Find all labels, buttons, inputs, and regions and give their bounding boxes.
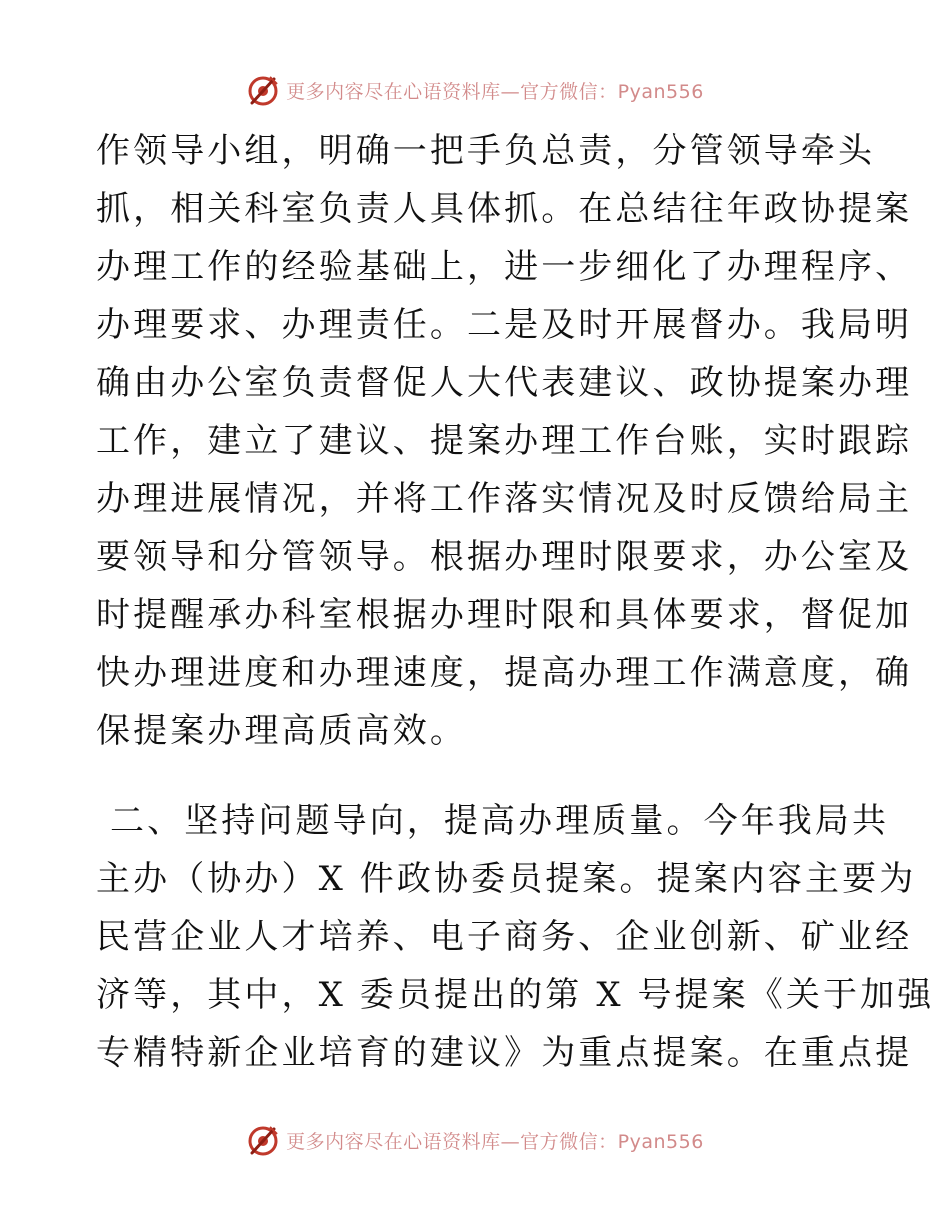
brush-seal-logo-icon <box>246 73 280 107</box>
text-line: 工作，建立了建议、提案办理工作台账，实时跟踪 <box>96 421 913 461</box>
text-line: 作领导小组，明确一把手负总责，分管领导牵头 <box>96 131 876 171</box>
text-line: 时提醒承办科室根据办理时限和具体要求，督促加 <box>96 595 913 635</box>
text-line: 确由办公室负责督促人大代表建议、政协提案办理 <box>96 363 913 403</box>
text-line: 办理要求、办理责任。二是及时开展督办。我局明 <box>96 305 913 345</box>
text-line: 抓，相关科室负责人具体抓。在总结往年政协提案 <box>96 189 913 229</box>
header-banner <box>0 70 950 110</box>
header-banner-text: 更多内容尽在心语资料库—官方微信：Pyan556 <box>286 80 704 103</box>
text-line: 民营企业人才培养、电子商务、企业创新、矿业经 <box>96 917 913 957</box>
text-line: 快办理进度和办理速度，提高办理工作满意度，确 <box>96 653 913 693</box>
text-line: 主办（协办）X 件政协委员提案。提案内容主要为 <box>96 859 917 899</box>
text-line: 专精特新企业培育的建议》为重点提案。在重点提 <box>96 1033 913 1073</box>
paragraph-1 <box>96 122 913 760</box>
paragraph-2 <box>96 792 935 1082</box>
document-body <box>96 122 935 1082</box>
section-heading-line: 二、坚持问题导向，提高办理质量。今年我局共 <box>110 801 890 841</box>
footer-banner-text: 更多内容尽在心语资料库—官方微信：Pyan556 <box>286 1130 704 1153</box>
header-wechat-id: Pyan556 <box>617 80 704 103</box>
footer-wechat-id: Pyan556 <box>617 1130 704 1153</box>
footer-banner <box>0 1120 950 1160</box>
text-line: 办理进展情况，并将工作落实情况及时反馈给局主 <box>96 479 913 519</box>
text-line: 保提案办理高质高效。 <box>96 711 467 751</box>
text-line: 济等，其中，X 委员提出的第 X 号提案《关于加强 <box>96 975 935 1015</box>
text-line: 要领导和分管领导。根据办理时限要求，办公室及 <box>96 537 913 577</box>
text-line: 办理工作的经验基础上，进一步细化了办理程序、 <box>96 247 913 287</box>
brush-seal-logo-icon <box>246 1123 280 1157</box>
